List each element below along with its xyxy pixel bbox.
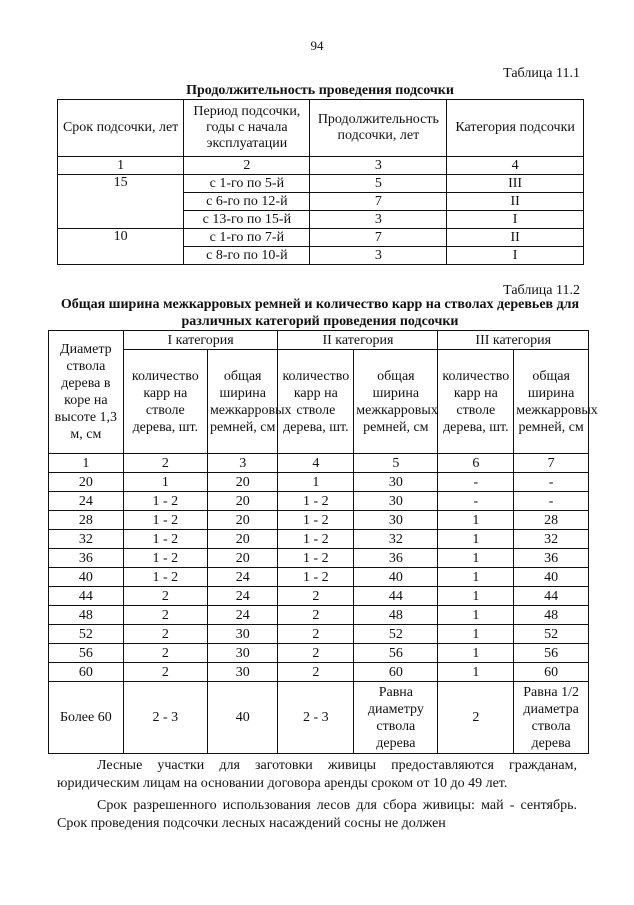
table2-caption: Таблица 11.2: [503, 283, 580, 298]
t1-duration: 3: [310, 211, 447, 229]
t2-cat3-width: 36: [514, 549, 589, 568]
t2-header-diameter: Диаметр ствола дерева в коре на высоте 1,3 м, см: [49, 331, 124, 454]
table2: [48, 330, 598, 754]
page-number: 94: [310, 38, 324, 53]
t2-cat1-count: 1 - 2: [123, 549, 207, 568]
t2-num: 7: [514, 454, 589, 473]
t1-category: II: [447, 229, 584, 247]
t2-cat1-width: 30: [207, 625, 278, 644]
table-row: [49, 587, 589, 606]
t2-num: 1: [49, 454, 124, 473]
t1-num: 4: [447, 157, 584, 175]
t1-period: с 1-го по 5-й: [184, 175, 310, 193]
t2-diameter: 28: [49, 511, 124, 530]
table-row: [49, 492, 589, 511]
t2-cat3-width: 48: [514, 606, 589, 625]
t2-cat2-width: 60: [354, 663, 438, 682]
t2-diameter: 56: [49, 644, 124, 663]
table-row: [49, 606, 589, 625]
t1-header-category: Категория подсочки: [447, 100, 584, 157]
t2-header-category-3: III категория: [438, 331, 589, 350]
t2-cat2-count: 2: [278, 625, 354, 644]
t2-cat3-count: 1: [438, 511, 514, 530]
t2-cat2-count: 1 - 2: [278, 530, 354, 549]
t2-cat3-width: 32: [514, 530, 589, 549]
t2-cat1-count: 1: [123, 473, 207, 492]
t2-cat1-count: 2: [123, 663, 207, 682]
t2-diameter: Более 60: [49, 682, 124, 754]
t2-cat1-count: 2: [123, 606, 207, 625]
t2-cat2-width: 30: [354, 492, 438, 511]
t2-cat1-count: 1 - 2: [123, 511, 207, 530]
t2-num: 2: [123, 454, 207, 473]
t2-cat1-width: 20: [207, 511, 278, 530]
t2-cat2-width: 40: [354, 568, 438, 587]
t2-diameter: 32: [49, 530, 124, 549]
t2-header-category-1: I категория: [123, 331, 278, 350]
table-row: [49, 682, 589, 754]
t2-cat3-count: -: [438, 492, 514, 511]
t2-cat2-count: 2: [278, 644, 354, 663]
t2-cat3-width: 60: [514, 663, 589, 682]
t2-cat2-width: 30: [354, 473, 438, 492]
t2-subheader-count: количество карр на стволе дерева, шт.: [123, 350, 207, 454]
t2-diameter: 36: [49, 549, 124, 568]
t1-term: 10: [58, 229, 184, 265]
table2-title: Общая ширина межкарровых ремней и количество карр на стволах деревьев для различных категорий проведения подсочки: [60, 297, 580, 329]
paragraph-lease: Лесные участки для заготовки живицы предоставляются гражданам, юридическим лицам на основании договора аренды сроком от 10 до 49 лет.: [57, 758, 577, 791]
t2-cat1-width: 20: [207, 473, 278, 492]
t2-cat1-width: 20: [207, 549, 278, 568]
paragraph-period: Срок разрешенного использования лесов для сбора живицы: май - сентябрь. Срок проведения подсочки лесных насаждений сосны не должен: [57, 798, 577, 831]
t2-num: 3: [207, 454, 278, 473]
t2-cat3-width: 40: [514, 568, 589, 587]
t2-cat2-width: 30: [354, 511, 438, 530]
t2-cat1-width: 40: [207, 682, 278, 754]
t2-cat3-width: 56: [514, 644, 589, 663]
table-row: [49, 511, 589, 530]
table-row: [49, 625, 589, 644]
t2-cat2-count: 2: [278, 606, 354, 625]
t2-cat3-width: 52: [514, 625, 589, 644]
table-row: [58, 229, 584, 247]
t2-cat3-width: 44: [514, 587, 589, 606]
t2-cat1-width: 30: [207, 663, 278, 682]
t1-header-term: Срок подсочки, лет: [58, 100, 184, 157]
table-row: [49, 644, 589, 663]
t2-cat1-count: 2 - 3: [123, 682, 207, 754]
t2-cat2-width: 44: [354, 587, 438, 606]
t2-cat2-width: 52: [354, 625, 438, 644]
t2-diameter: 48: [49, 606, 124, 625]
t2-cat3-count: 1: [438, 587, 514, 606]
t2-subheader-count: количество карр на стволе дерева, шт.: [278, 350, 354, 454]
t2-cat2-width: 36: [354, 549, 438, 568]
table-row: [49, 473, 589, 492]
t2-cat1-count: 1 - 2: [123, 568, 207, 587]
t2-cat3-width: -: [514, 492, 589, 511]
t2-cat1-width: 24: [207, 568, 278, 587]
t1-duration: 7: [310, 229, 447, 247]
t1-numbering-row: [58, 157, 584, 175]
t2-cat2-width: 32: [354, 530, 438, 549]
table-row: [49, 663, 589, 682]
t2-cat2-count: 1 - 2: [278, 492, 354, 511]
table1-caption: Таблица 11.1: [503, 66, 580, 81]
t2-cat2-count: 2: [278, 663, 354, 682]
t2-cat1-count: 2: [123, 587, 207, 606]
t1-duration: 5: [310, 175, 447, 193]
t2-cat3-width: Равна 1/2 диаметра ствола дерева: [514, 682, 589, 754]
t2-cat2-count: 1: [278, 473, 354, 492]
t1-num: 1: [58, 157, 184, 175]
t2-cat3-width: 28: [514, 511, 589, 530]
t2-cat1-width: 24: [207, 587, 278, 606]
t1-duration: 3: [310, 247, 447, 265]
t2-cat1-width: 20: [207, 492, 278, 511]
t2-cat1-count: 1 - 2: [123, 492, 207, 511]
t2-cat3-count: 1: [438, 568, 514, 587]
t2-diameter: 20: [49, 473, 124, 492]
t2-cat2-width: 56: [354, 644, 438, 663]
table-row: [49, 568, 589, 587]
t2-subheader-width: общая ширина межкарровых ремней, см: [207, 350, 278, 454]
t2-diameter: 40: [49, 568, 124, 587]
t2-cat3-count: 1: [438, 549, 514, 568]
t2-cat2-count: 2: [278, 587, 354, 606]
t1-term: 15: [58, 175, 184, 229]
t2-cat3-count: 1: [438, 606, 514, 625]
t1-category: I: [447, 211, 584, 229]
t2-cat2-count: 1 - 2: [278, 549, 354, 568]
t2-diameter: 52: [49, 625, 124, 644]
t2-cat1-width: 20: [207, 530, 278, 549]
table-row: [58, 175, 584, 193]
table-row: [49, 530, 589, 549]
t2-cat3-count: -: [438, 473, 514, 492]
t1-header-duration: Продолжительность подсочки, лет: [310, 100, 447, 157]
t1-period: с 13-го по 15-й: [184, 211, 310, 229]
t2-numbering-row: [49, 454, 589, 473]
t2-header-category-2: II категория: [278, 331, 438, 350]
t2-cat2-count: 2 - 3: [278, 682, 354, 754]
t2-num: 4: [278, 454, 354, 473]
t1-num: 2: [184, 157, 310, 175]
t2-diameter: 44: [49, 587, 124, 606]
t1-period: с 8-го по 10-й: [184, 247, 310, 265]
table1-title: Продолжительность проведения подсочки: [186, 83, 454, 98]
t2-subheader-width: общая ширина межкарровых ремней, см: [354, 350, 438, 454]
t2-diameter: 24: [49, 492, 124, 511]
t1-period: с 6-го по 12-й: [184, 193, 310, 211]
t2-cat3-count: 1: [438, 644, 514, 663]
t1-header-period: Период подсочки, годы с начала эксплуатации: [184, 100, 310, 157]
t2-cat3-count: 1: [438, 530, 514, 549]
t2-cat2-count: 1 - 2: [278, 511, 354, 530]
t2-subheader-count: количество карр на стволе дерева, шт.: [438, 350, 514, 454]
t2-cat3-width: -: [514, 473, 589, 492]
t2-cat3-count: 1: [438, 663, 514, 682]
table1: [57, 99, 584, 265]
t1-category: III: [447, 175, 584, 193]
t2-cat2-count: 1 - 2: [278, 568, 354, 587]
t2-cat1-width: 30: [207, 644, 278, 663]
t2-cat2-width: Равна диаметру ствола дерева: [354, 682, 438, 754]
t2-cat1-count: 2: [123, 625, 207, 644]
t2-diameter: 60: [49, 663, 124, 682]
t1-category: II: [447, 193, 584, 211]
t2-cat3-count: 1: [438, 625, 514, 644]
t1-num: 3: [310, 157, 447, 175]
t2-cat1-width: 24: [207, 606, 278, 625]
t2-num: 6: [438, 454, 514, 473]
t2-subheader-width: общая ширина межкарровых ремней, см: [514, 350, 589, 454]
table-row: [49, 549, 589, 568]
t2-cat3-count: 2: [438, 682, 514, 754]
t1-category: I: [447, 247, 584, 265]
t1-period: с 1-го по 7-й: [184, 229, 310, 247]
t2-cat1-count: 1 - 2: [123, 530, 207, 549]
t1-duration: 7: [310, 193, 447, 211]
t2-cat1-count: 2: [123, 644, 207, 663]
t2-num: 5: [354, 454, 438, 473]
t2-cat2-width: 48: [354, 606, 438, 625]
